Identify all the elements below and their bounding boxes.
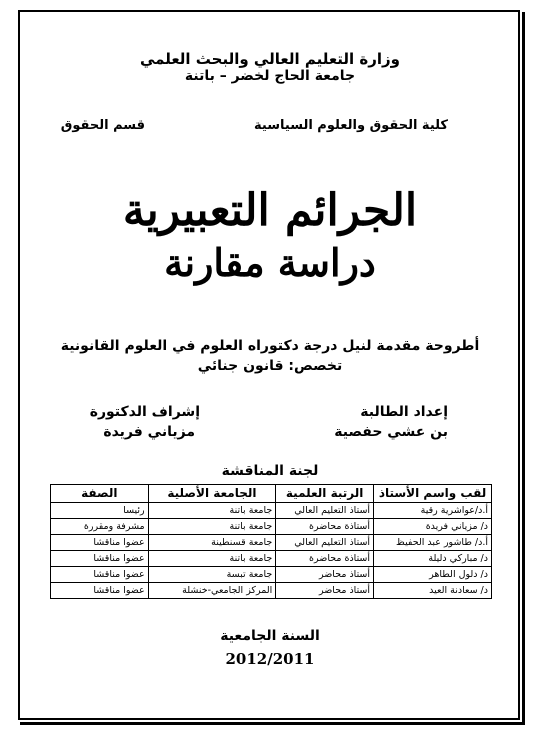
thesis-description: أطروحة مقدمة لنيل درجة دكتوراه العلوم في العلوم القانونية: [60, 338, 480, 354]
thesis-title: الجرائم التعبيرية: [122, 185, 418, 236]
page-border-shadow-bottom: [20, 722, 525, 725]
supervisor-name: مزياني فريدة: [103, 424, 195, 440]
member-rank: أستاذ محاضر: [276, 567, 374, 583]
member-university: جامعة قسنطينة: [148, 535, 276, 551]
header-rank: الرتبة العلمية: [276, 485, 374, 503]
student-name: بن عشي حفصية: [334, 424, 448, 440]
table-row: [51, 519, 492, 535]
member-role: عضوا مناقشا: [51, 551, 149, 567]
committee-title: لجنة المناقشة: [221, 463, 319, 479]
header-name: لقب واسم الأستاذ: [374, 485, 492, 503]
supervisor-label: إشراف الدكتورة: [89, 404, 200, 420]
table-row: [51, 583, 492, 599]
university-name: جامعة الحاج لخضر – باتنة: [184, 68, 356, 84]
member-university: جامعة تبسة: [148, 567, 276, 583]
member-role: عضوا مناقشا: [51, 535, 149, 551]
member-rank: أستاذ التعليم العالي: [276, 535, 374, 551]
member-rank: أستاذ التعليم العالي: [276, 503, 374, 519]
academic-year-label: السنة الجامعية: [220, 628, 320, 644]
member-name: أ.د/ طاشور عبد الحفيظ: [374, 535, 492, 551]
member-role: عضوا مناقشا: [51, 583, 149, 599]
member-name: أ.د/عواشرية رقية: [374, 503, 492, 519]
member-name: د/ مباركي دليلة: [374, 551, 492, 567]
member-rank: أستاذ محاضر: [276, 583, 374, 599]
member-name: د/ سعادنة العيد: [374, 583, 492, 599]
table-row: [51, 503, 492, 519]
member-role: رئيسا: [51, 503, 149, 519]
ministry-name: وزارة التعليم العالي والبحث العلمي: [139, 50, 401, 68]
member-role: عضوا مناقشا: [51, 567, 149, 583]
member-role: مشرفة ومقررة: [51, 519, 149, 535]
academic-year: 2012/2011: [225, 650, 315, 668]
table-row: [51, 535, 492, 551]
header-university: الجامعة الأصلية: [148, 485, 276, 503]
prepared-by-label: إعداد الطالبة: [360, 404, 448, 420]
member-name: د/ مزياني فريدة: [374, 519, 492, 535]
specialization: تخصص: قانون جنائي: [197, 358, 343, 374]
committee-table: [50, 484, 492, 599]
member-name: د/ دلول الطاهر: [374, 567, 492, 583]
department-name: قسم الحقوق: [60, 118, 145, 133]
table-header-row: [51, 485, 492, 503]
faculty-name: كلية الحقوق والعلوم السياسية: [254, 118, 448, 133]
thesis-subtitle: دراسة مقارنة: [164, 240, 376, 285]
member-university: جامعة باتنة: [148, 503, 276, 519]
member-rank: أستاذة محاضرة: [276, 551, 374, 567]
table-row: [51, 551, 492, 567]
member-rank: أستاذة محاضرة: [276, 519, 374, 535]
member-university: جامعة باتنة: [148, 551, 276, 567]
member-university: المركز الجامعي-خنشلة: [148, 583, 276, 599]
member-university: جامعة باتنة: [148, 519, 276, 535]
header-role: الصفة: [51, 485, 149, 503]
table-row: [51, 567, 492, 583]
